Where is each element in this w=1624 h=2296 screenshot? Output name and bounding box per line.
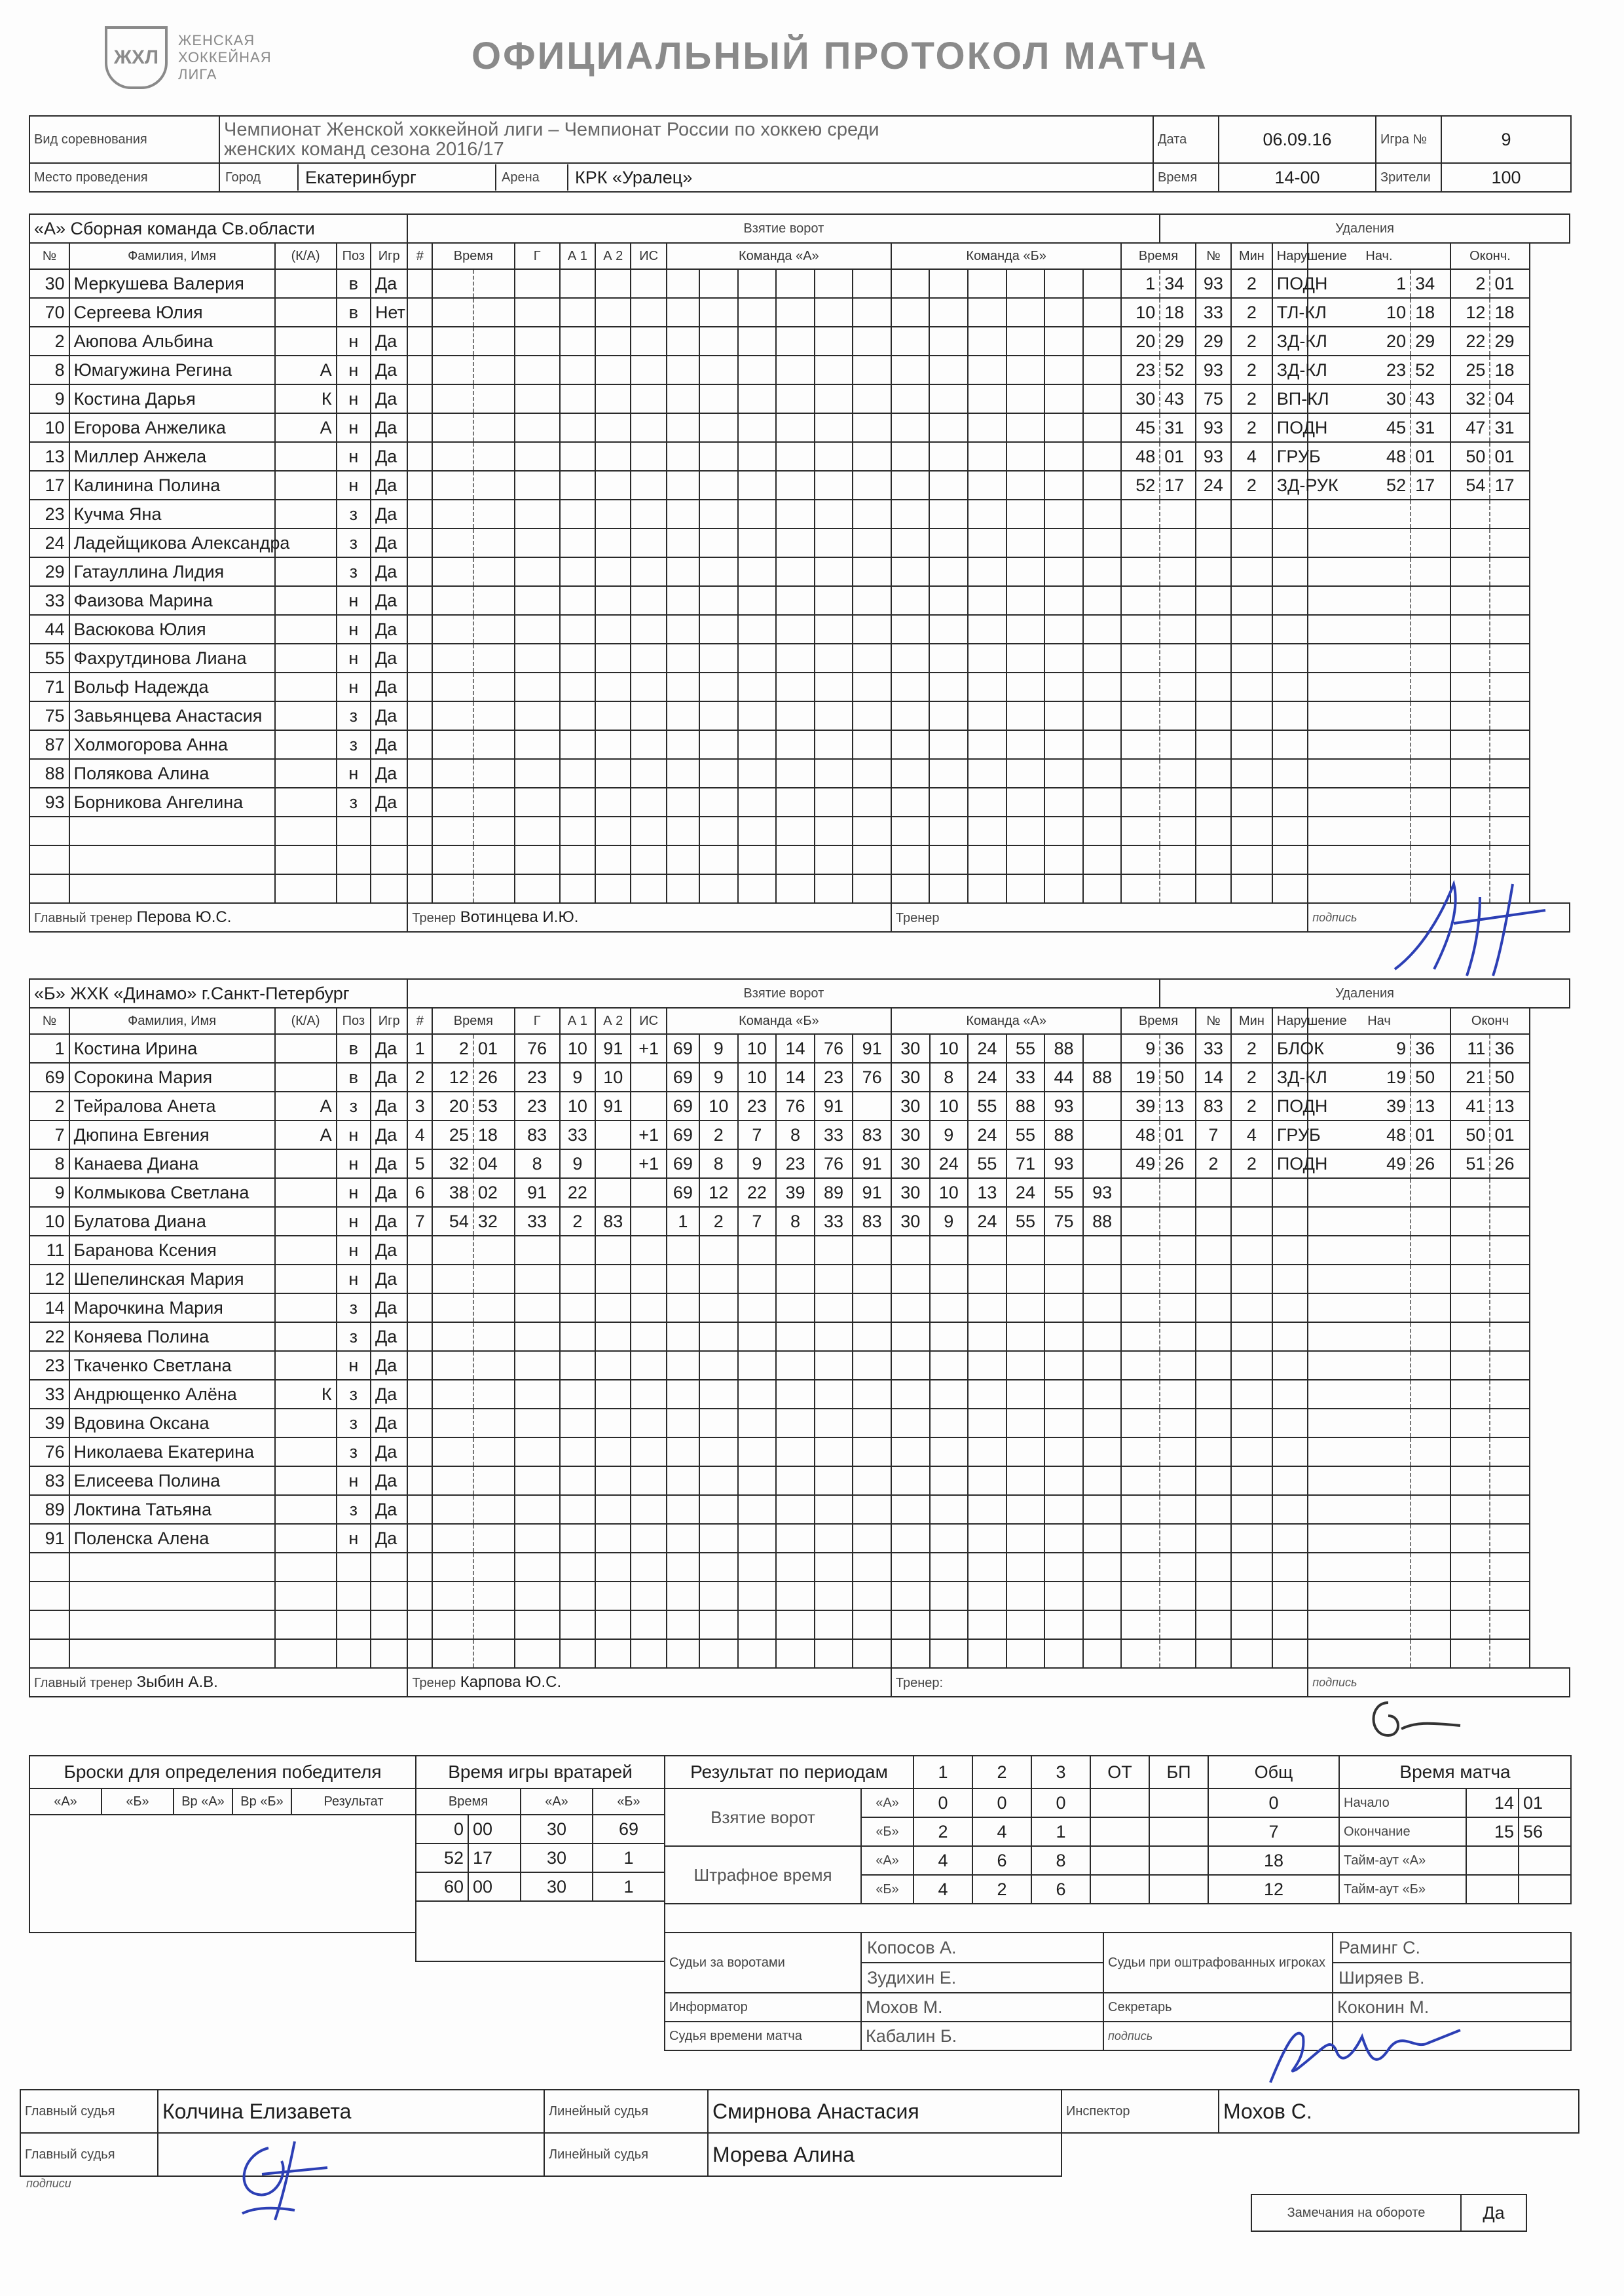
timekeeper-label: Судья времени матча <box>665 2022 861 2050</box>
match-info-table <box>29 115 1572 193</box>
venue-label: Место проведения <box>29 163 219 192</box>
team-b-head-coach-label: Главный тренер <box>34 1676 132 1690</box>
team-a-row <box>29 845 1570 874</box>
team-b-row: 2 Тейралова Анета А з Да 3 20 53 23 10 91 69 10 23 76 91 30 10 55 88 93 39 13 83 2 ПОДН 39 13 41 13 <box>29 1092 1570 1120</box>
city-label: Город <box>220 164 299 191</box>
period-so-head: БП <box>1149 1756 1208 1788</box>
team-a-row: 10 Егорова Анжелика А н Да 45 31 93 2 ПОДН 45 31 47 31 <box>29 413 1570 442</box>
shootout-body <box>29 1815 416 1933</box>
team-a-row: 88 Полякова Алина н Да <box>29 759 1570 788</box>
remarks-table <box>1251 2194 1527 2232</box>
inspector-label: Инспектор <box>1061 2090 1219 2133</box>
shootout-head-gk-a: Вр «А» <box>174 1788 232 1815</box>
shootout-table <box>29 1755 416 1933</box>
league-logo <box>105 26 272 89</box>
team-a-row: 71 Вольф Надежда н Да <box>29 673 1570 701</box>
team-a-row: 2 Аюпова Альбина н Да 20 29 29 2 ЗД-КЛ 20 29 22 29 <box>29 327 1570 356</box>
team-a-trainer-label: Тренер <box>412 911 456 925</box>
shootout-head-b: «Б» <box>101 1788 174 1815</box>
team-a-goals-title: Взятие ворот <box>407 214 1160 243</box>
team-b-head-coach: Зыбин А.В. <box>136 1673 218 1691</box>
team-b-row: 69 Сорокина Мария в Да 2 12 26 23 9 10 69 9 10 14 23 76 30 8 24 33 44 88 19 50 14 2 ЗД-КЛ 19 50 21 50 <box>29 1063 1570 1092</box>
goals-row-label: Взятие ворот <box>665 1788 861 1846</box>
officials-sign-label: подпись <box>1103 2022 1333 2050</box>
arena-value: КРК «Уралец» <box>575 167 693 187</box>
match-time-table: Время матча Начало 14 01 Окончание 15 56 Тайм-аут «А» Тайм-аут «Б» <box>1338 1755 1572 1904</box>
city-value: Екатеринбург <box>299 164 496 191</box>
team-b-row: 8 Канаева Диана н Да 5 32 04 8 9 +1 69 8 9 23 76 91 30 24 55 71 93 49 26 2 2 ПОДН 49 26 51 26 <box>29 1149 1570 1178</box>
team-b-sign-label: подпись <box>1308 1668 1570 1697</box>
match-time-title: Время матча <box>1339 1756 1571 1788</box>
goal-judge-1: Копосов А. <box>862 1933 1103 1963</box>
remarks-label: Замечания на обороте <box>1251 2194 1461 2231</box>
main-referee-1-value: Колчина Елизавета <box>158 2090 544 2133</box>
penalty-box-judges-label: Судьи при оштрафованных игроках <box>1103 1933 1333 1993</box>
team-a-penalties-title: Удаления <box>1160 214 1570 243</box>
team-b-penalties-title: Удаления <box>1160 979 1570 1008</box>
penalty-row-label: Штрафное время <box>665 1846 861 1904</box>
goal-judge-2: Зудихин Е. <box>867 1968 957 1988</box>
timekeeper-value: Кабалин Б. <box>861 2022 1103 2050</box>
team-a-row: 24 Ладейщикова Александра з Да <box>29 528 1570 557</box>
team-a-row: 13 Миллер Анжела н Да 48 01 93 4 ГРУБ 48 01 50 01 <box>29 442 1570 471</box>
team-a-trainer: Вотинцева И.Ю. <box>460 908 579 926</box>
team-a-row: 87 Холмогорова Анна з Да <box>29 730 1570 759</box>
game-number-value: 9 <box>1441 116 1571 163</box>
end-label: Окончание <box>1339 1817 1466 1846</box>
goalie-head-time: Время <box>416 1788 521 1815</box>
date-label: Дата <box>1153 116 1219 163</box>
team-b-row: 83 Елисеева Полина н Да <box>29 1466 1570 1495</box>
team-b-row: 89 Локтина Татьяна з Да <box>29 1495 1570 1524</box>
linesman-2-label: Линейный судья <box>544 2133 708 2176</box>
period-2-head: 2 <box>972 1756 1031 1788</box>
team-b-row: 33 Андрющенко Алёна К з Да <box>29 1380 1570 1409</box>
team-b-title: «Б» ЖХК «Динамо» г.Санкт-Петербург <box>29 979 407 1008</box>
coach-a-signature <box>1382 871 1552 982</box>
team-a-row: 9 Костина Дарья К н Да 30 43 75 2 ВП-КЛ 30 43 32 04 <box>29 384 1570 413</box>
team-b-row <box>29 1610 1570 1639</box>
team-b-row: 76 Николаева Екатерина з Да <box>29 1437 1570 1466</box>
competition-value: Чемпионат Женской хоккейной лиги – Чемпионат России по хоккею среди женских команд сезона 2016/17 <box>219 116 1153 163</box>
competition-label: Вид соревнования <box>29 116 219 163</box>
goalie-row: 0 00 30 69 <box>416 1815 665 1843</box>
game-number-label: Игра № <box>1376 116 1441 163</box>
goals-total-a: 0 <box>1208 1788 1339 1817</box>
goals-total-b: 7 <box>1208 1817 1339 1846</box>
coach-b-signature <box>1362 1690 1467 1749</box>
start-label: Начало <box>1339 1788 1466 1817</box>
team-a-sign-label: подпись <box>1308 903 1570 932</box>
goalie-head-a: «А» <box>521 1788 593 1815</box>
timeout-a-label: Тайм-аут «А» <box>1339 1846 1466 1875</box>
period-3-head: 3 <box>1031 1756 1090 1788</box>
arena-label: Арена <box>496 164 568 191</box>
goalie-row: 52 17 30 1 <box>416 1843 665 1872</box>
team-b-trainer: Карпова Ю.С. <box>460 1673 562 1691</box>
team-a-row: 17 Калинина Полина н Да 52 17 24 2 ЗД-РУК 52 17 54 17 <box>29 471 1570 500</box>
signatures-label: подписи <box>26 2177 71 2190</box>
informator-label: Информатор <box>665 1993 861 2022</box>
team-b-row: 7 Дюпина Евгения А н Да 4 25 18 83 33 +1 69 2 7 8 33 83 30 9 24 55 88 48 01 7 4 ГРУБ 48 01 50 01 <box>29 1120 1570 1149</box>
period-1-head: 1 <box>913 1756 972 1788</box>
goalie-time-table <box>415 1755 665 1962</box>
penalty-total-a: 18 <box>1208 1846 1339 1875</box>
period-results-title: Результат по периодам <box>665 1756 913 1788</box>
team-a-trainer2-label: Тренер <box>895 911 940 925</box>
team-b-trainer2-label: Тренер: <box>895 1676 944 1690</box>
goalie-head-b: «Б» <box>593 1788 665 1815</box>
team-b-row: 1 Костина Ирина в Да 1 2 01 76 10 91 +1 69 9 10 14 76 91 30 10 24 55 88 9 36 33 2 БЛОК 9 36 11 36 <box>29 1034 1570 1063</box>
date-value: 06.09.16 <box>1219 116 1376 163</box>
period-results-table: Результат по периодам 1 2 3 ОТ БП Общ Взятие ворот «А» 0 0 0 0 «Б» 2 4 1 7 Штрафное время «А» 4 6 8 18 «Б» 4 2 6 12 <box>664 1755 1340 1904</box>
team-a-row <box>29 874 1570 903</box>
shootout-head-result: Результат <box>291 1788 416 1815</box>
team-a-row: 55 Фахрутдинова Лиана н Да <box>29 644 1570 673</box>
team-a-table: «А» Сборная команда Св.области Взятие ворот Удаления № Фамилия, Имя (К/А) Поз Игр # Время Г А 1 А 2 ИС Команда «А» Команда «Б» Время № Мин Нарушение Нач. Оконч. 30 Меркушева Валерия в Да 1 34 93 2 ПОДН 1 34 2 01 70 Сергеева Юлия в Нет 10 18 33 2 ТЛ-КЛ 10 18 12 18 2 Аюпова Альбина н Да 20 29 29 2 ЗД-КЛ 20 29 22 29 8 Юмагужина Регина А н Да 23 52 93 2 ЗД-КЛ 23 52 25 18 9 Костина Дарья К н Да 30 43 75 2 ВП-КЛ 30 43 32 04 10 Егорова Анжелика А н Да 45 31 93 2 ПОДН 45 31 47 31 13 Миллер Анжела н Да 48 01 93 4 ГРУБ 48 01 50 01 17 Калинина Полина н Да 52 17 24 2 ЗД-РУК 52 17 54 17 23 Кучма Яна з Да 24 Ладейщикова Александра з Да 29 Гатауллина Лидия з Да 33 Фаизова Марина н Да 44 Васюкова Юлия н Да 55 Фахрутдинова Лиана н Да 71 Вольф Надежда н Да 75 Завьянцева Анастасия з Да 87 Холмогорова Анна з Да 88 Полякова Алина н Да 93 Борникова Ангелина з Да Главный тренер Перова Ю.С. Тренер Вотинцева И.Ю. Тренер подпись <box>29 213 1570 933</box>
linesman-1-value: Смирнова Анастасия <box>708 2090 1061 2133</box>
period-total-head: Общ <box>1208 1756 1339 1788</box>
referee-signature <box>216 2135 334 2227</box>
team-a-row: 8 Юмагужина Регина А н Да 23 52 93 2 ЗД-КЛ 23 52 25 18 <box>29 356 1570 384</box>
penbox-judge-2: Ширяев В. <box>1338 1968 1425 1988</box>
shootout-head-gk-b: Вр «Б» <box>232 1788 291 1815</box>
team-b-row: 10 Булатова Диана н Да 7 54 32 33 2 83 1 2 7 8 33 83 30 9 24 55 75 88 <box>29 1207 1570 1236</box>
shootout-title: Броски для определения победителя <box>29 1756 416 1788</box>
team-a-head-coach: Перова Ю.С. <box>136 908 232 926</box>
penalty-total-b: 12 <box>1208 1875 1339 1904</box>
secretary-label: Секретарь <box>1103 1993 1333 2022</box>
team-b-row: 23 Ткаченко Светлана н Да <box>29 1351 1570 1380</box>
logo-line-1: ЖЕНСКАЯ <box>178 32 255 48</box>
shootout-head-a: «А» <box>29 1788 101 1815</box>
team-a-head-coach-label: Главный тренер <box>34 911 132 925</box>
team-a-row <box>29 817 1570 845</box>
team-a-row: 44 Васюкова Юлия н Да <box>29 615 1570 644</box>
team-a-row: 75 Завьянцева Анастасия з Да <box>29 701 1570 730</box>
secretary-value: Коконин М. <box>1333 1993 1571 2022</box>
spectators-value: 100 <box>1441 163 1571 192</box>
period-ot-head: ОТ <box>1090 1756 1149 1788</box>
time-label: Время <box>1153 163 1219 192</box>
secretary-signature <box>1257 2010 1467 2096</box>
logo-emblem: ЖХЛ <box>105 26 168 89</box>
team-b-row: 39 Вдовина Оксана з Да <box>29 1409 1570 1437</box>
team-a-row: 33 Фаизова Марина н Да <box>29 586 1570 615</box>
linesman-2-value: Морева Алина <box>708 2133 1061 2176</box>
team-b-row: 91 Поленска Алена н Да <box>29 1524 1570 1553</box>
timeout-b-label: Тайм-аут «Б» <box>1339 1875 1466 1904</box>
informator-value: Мохов М. <box>861 1993 1103 2022</box>
inspector-value: Мохов С. <box>1219 2090 1579 2133</box>
remarks-value: Да <box>1461 2194 1526 2231</box>
spectators-label: Зрители <box>1376 163 1441 192</box>
main-referee-2-label: Главный судья <box>20 2133 158 2176</box>
goalie-time-title: Время игры вратарей <box>416 1756 665 1788</box>
team-a-row: 70 Сергеева Юлия в Нет 10 18 33 2 ТЛ-КЛ 10 18 12 18 <box>29 298 1570 327</box>
time-value: 14-00 <box>1219 163 1376 192</box>
team-b-goals-title: Взятие ворот <box>407 979 1160 1008</box>
team-b-table: «Б» ЖХК «Динамо» г.Санкт-Петербург Взятие ворот Удаления № Фамилия, Имя (К/А) Поз Игр # Время Г А 1 А 2 ИС Команда «Б» Команда «А» Время № Мин Нарушение Нач Оконч 1 Костина Ирина в Да 1 2 01 76 10 91 +1 69 9 10 14 76 91 30 10 24 55 88 9 36 33 2 БЛОК 9 36 11 36 69 Сорокина Мария в Да 2 12 26 23 9 10 69 9 10 14 23 76 30 8 24 33 44 88 19 50 14 2 ЗД-КЛ 19 50 21 50 2 Тейралова Анета А з Да 3 20 53 23 10 91 69 10 23 76 91 30 10 55 88 93 39 13 83 2 ПОДН 39 13 41 13 7 Дюпина Евгения А н Да 4 25 18 83 33 +1 69 2 7 8 33 83 30 9 24 55 88 48 01 7 4 ГРУБ 48 01 50 01 8 Канаева Диана н Да 5 32 04 8 9 +1 69 8 9 23 76 91 30 24 55 71 93 49 26 2 2 ПОДН 49 26 51 26 9 Колмыкова Светлана н Да 6 38 02 91 22 69 12 22 39 89 91 30 10 13 24 55 93 10 Булатова Диана н Да 7 54 32 33 2 83 1 2 7 8 33 83 30 9 24 55 75 88 11 Баранова Ксения н Да 12 Шепелинская Мария н Да 14 Марочкина Мария з Да 22 Коняева Полина з Да 23 Ткаченко Светлана н Да 33 Андрющенко Алёна К з Да 39 Вдовина Оксана з Да 76 Николаева Екатерина з Да 83 Елисеева Полина н Да 89 Локтина Татьяна з Да 91 Поленска Алена н Да Главный тренер Зыбин А.В. Тренер Карпова Ю.С. Тренер: подпись <box>29 978 1570 1697</box>
team-b-row <box>29 1553 1570 1582</box>
goal-judges-label: Судьи за воротами <box>665 1933 861 1993</box>
team-b-row: 22 Коняева Полина з Да <box>29 1322 1570 1351</box>
team-b-section <box>29 978 1570 1697</box>
team-a-row: 93 Борникова Ангелина з Да <box>29 788 1570 817</box>
team-b-row <box>29 1639 1570 1668</box>
team-a-row: 29 Гатауллина Лидия з Да <box>29 557 1570 586</box>
logo-line-3: ЛИГА <box>178 66 217 83</box>
logo-line-2: ХОККЕЙНАЯ <box>178 49 272 65</box>
team-a-title: «А» Сборная команда Св.области <box>29 214 407 243</box>
team-b-row <box>29 1582 1570 1610</box>
team-a-row: 30 Меркушева Валерия в Да 1 34 93 2 ПОДН 1 34 2 01 <box>29 269 1570 298</box>
team-b-row: 11 Баранова Ксения н Да <box>29 1236 1570 1265</box>
team-a-section <box>29 213 1570 933</box>
team-b-row: 14 Марочкина Мария з Да <box>29 1293 1570 1322</box>
penbox-judge-1: Раминг С. <box>1333 1933 1570 1963</box>
linesman-1-label: Линейный судья <box>544 2090 708 2133</box>
main-referee-1-label: Главный судья <box>20 2090 158 2133</box>
team-b-row: 9 Колмыкова Светлана н Да 6 38 02 91 22 69 12 22 39 89 91 30 10 13 24 55 93 <box>29 1178 1570 1207</box>
team-a-row: 23 Кучма Яна з Да <box>29 500 1570 528</box>
goalie-row: 60 00 30 1 <box>416 1872 665 1901</box>
team-b-trainer-label: Тренер <box>412 1676 456 1690</box>
document-title: ОФИЦИАЛЬНЫЙ ПРОТОКОЛ МАТЧА <box>471 35 1208 77</box>
team-b-row: 12 Шепелинская Мария н Да <box>29 1265 1570 1293</box>
